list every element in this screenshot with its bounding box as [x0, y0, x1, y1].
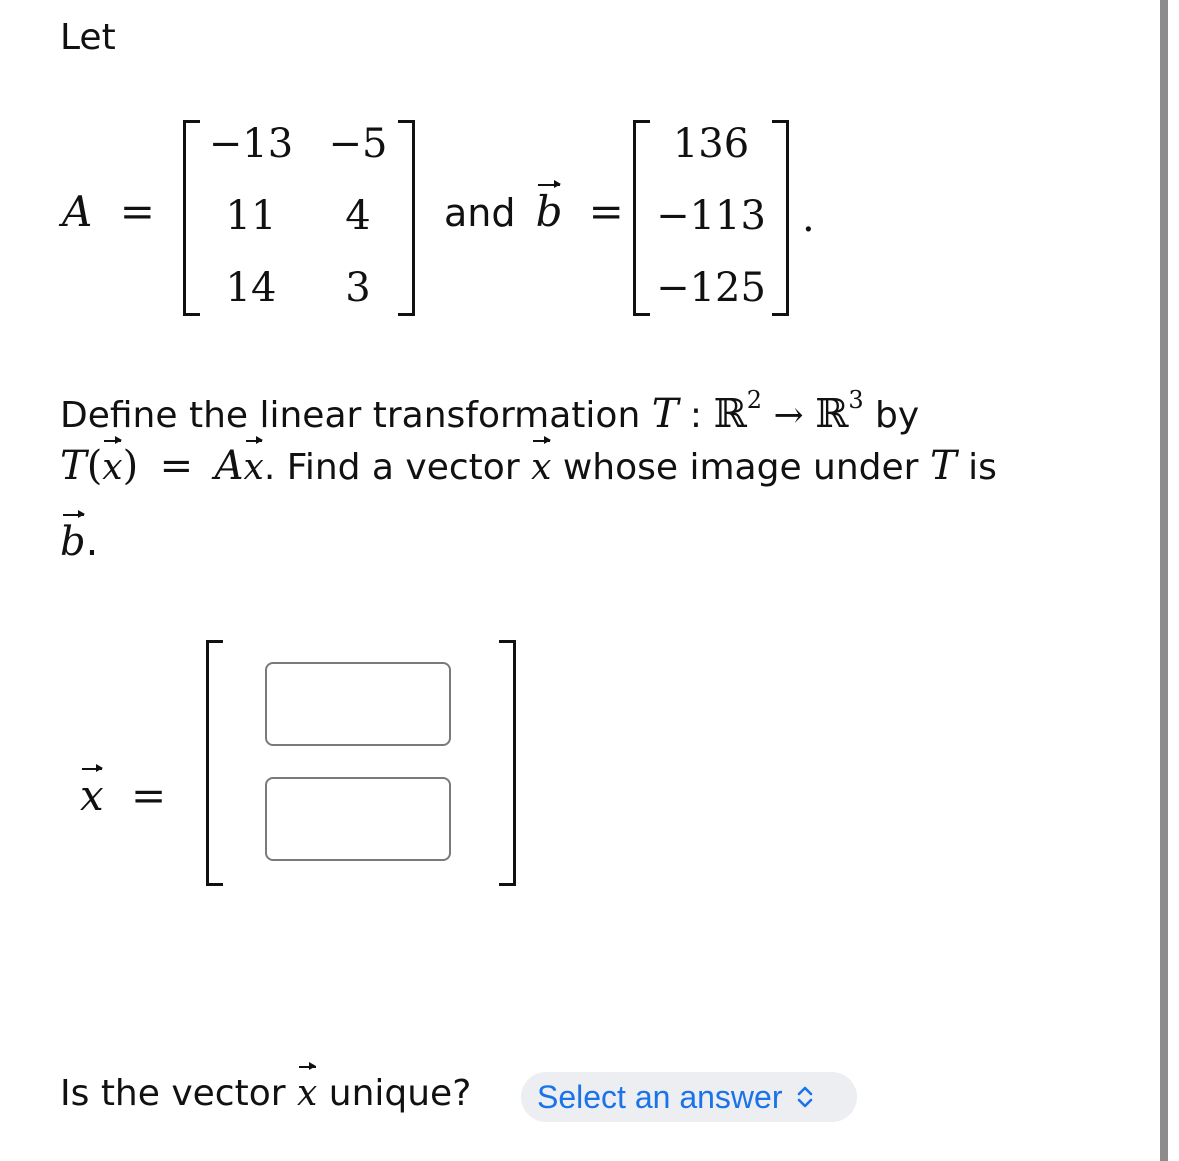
- answer-field-2[interactable]: [265, 777, 451, 861]
- vector-b-entry: −125: [656, 265, 766, 311]
- matrix-a-left-bracket: [183, 120, 200, 316]
- matrix-a-label: A =: [62, 187, 155, 236]
- matrix-a: [183, 120, 415, 316]
- chevron-up-down-icon: [796, 1084, 814, 1110]
- uniqueness-question: Is the vector x unique?: [60, 1073, 472, 1114]
- matrix-a-cell: 11: [225, 193, 277, 239]
- matrix-a-cell: 14: [225, 265, 277, 311]
- vector-b-end-period: .: [802, 195, 815, 241]
- definition-line-3: b.: [60, 519, 99, 565]
- answer-x-label: x =: [80, 771, 167, 820]
- definition-line-2: T(x) = Ax. Find a vector x whose image under T is: [60, 443, 997, 489]
- right-border-rule: [1160, 0, 1168, 1161]
- matrix-a-cell: −5: [328, 121, 388, 167]
- intro-text: Let: [60, 17, 116, 58]
- and-b-equals: and b =: [444, 187, 624, 236]
- vector-b-entry: −113: [656, 193, 766, 239]
- answer-field-1[interactable]: [265, 662, 451, 746]
- matrix-a-cell: −13: [208, 121, 294, 167]
- answer-right-bracket: [499, 640, 516, 886]
- answer-left-bracket: [206, 640, 223, 886]
- matrix-a-cell: 3: [345, 265, 371, 311]
- vector-b-entry: 136: [672, 121, 750, 167]
- matrix-a-cell: 4: [345, 193, 371, 239]
- vector-b: [633, 120, 789, 316]
- select-label: Select an answer: [537, 1078, 783, 1115]
- uniqueness-select[interactable]: [521, 1072, 857, 1122]
- definition-line-1: Define the linear transformation T : ℝ$^2$ → ℝ$^3$ by: [60, 386, 920, 437]
